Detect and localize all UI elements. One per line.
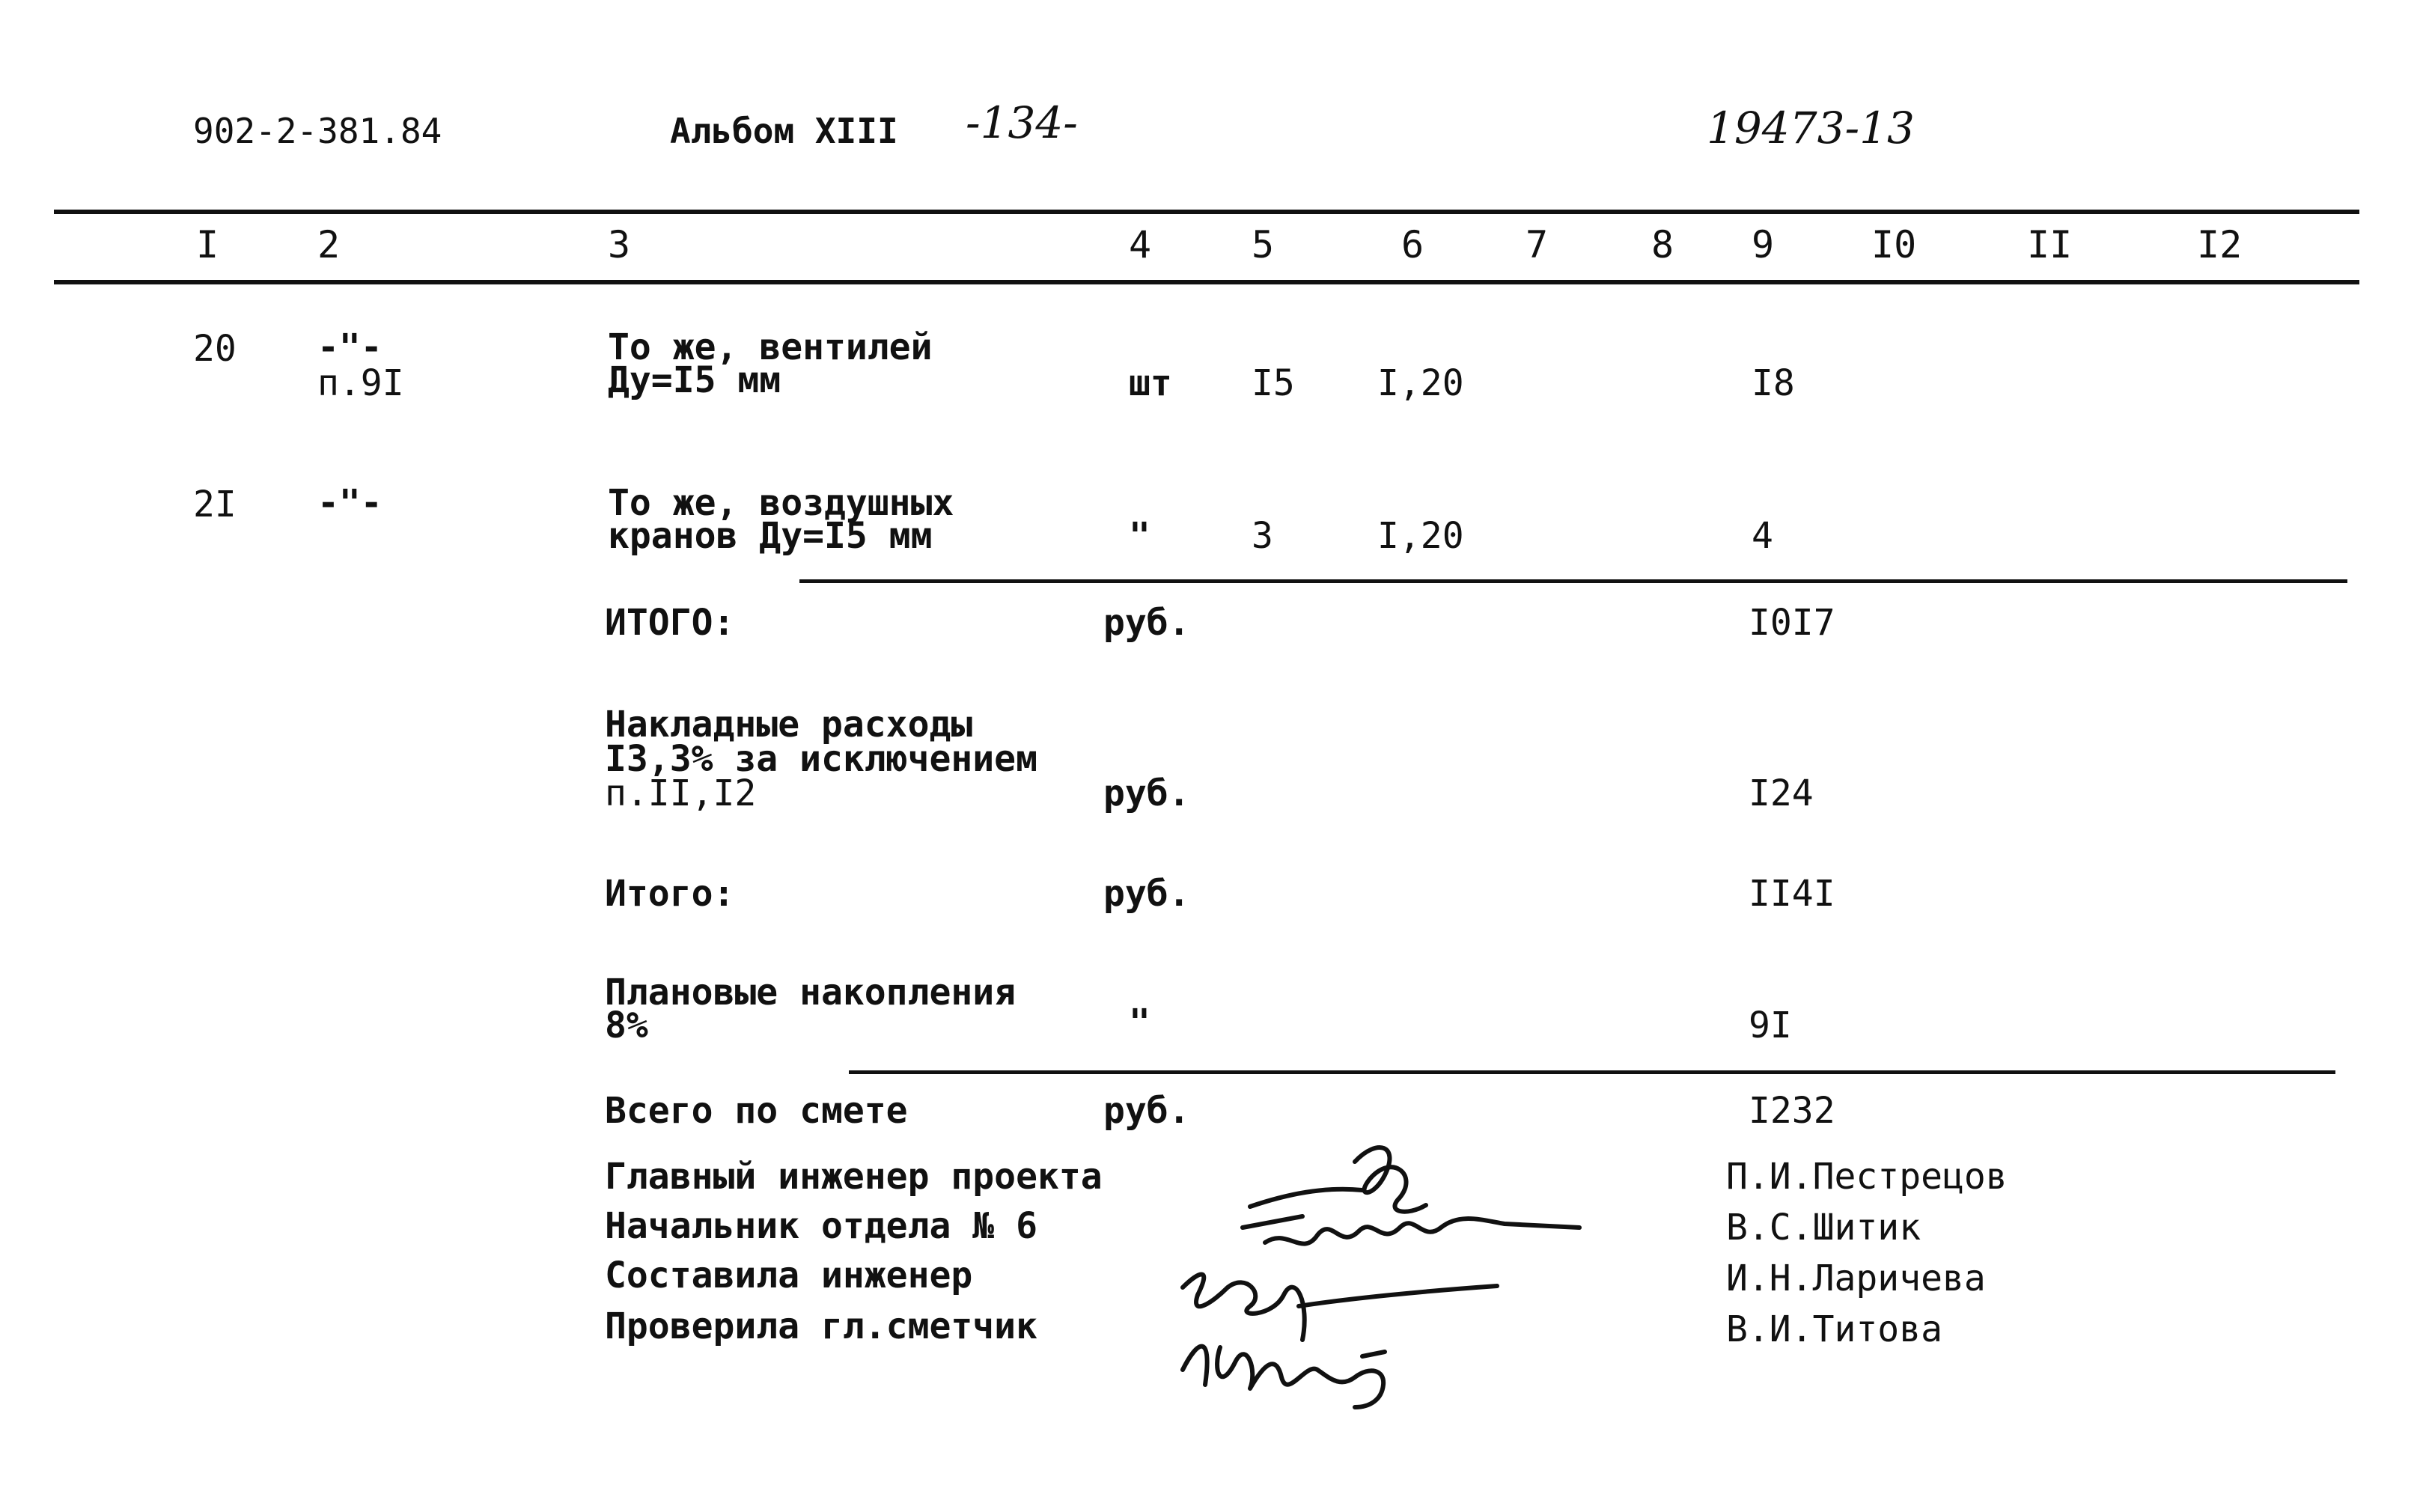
row-unit: шт: [1129, 362, 1172, 404]
signature-role: Составила инженер: [605, 1255, 973, 1296]
col-header-12: I2: [2197, 223, 2243, 266]
row-reference: -"-: [317, 326, 383, 368]
signature-role: Начальник отдела № 6: [605, 1205, 1037, 1247]
row-quantity: 3: [1252, 515, 1273, 557]
planned-savings-label-line1: Плановые накопления: [605, 972, 1017, 1013]
page-number: -134-: [966, 97, 1078, 148]
row-sum: I8: [1752, 362, 1795, 404]
document-number: 19473-13: [1707, 103, 1915, 153]
planned-savings-value: 9I: [1749, 1005, 1792, 1046]
total-label: ИТОГО:: [605, 602, 735, 644]
overhead-label-line2: I3,3% за исключением: [605, 738, 1037, 780]
signature-scribble: [1355, 1147, 1426, 1212]
row-coefficient: I,20: [1377, 515, 1464, 557]
row-description-line2: Ду=I5 мм: [608, 359, 781, 401]
grand-total-value: I232: [1749, 1090, 1835, 1132]
total-unit: руб.: [1103, 602, 1190, 644]
col-header-2: 2: [317, 223, 341, 266]
row-reference-clause: п.9I: [317, 362, 404, 404]
col-header-1: I: [196, 223, 219, 266]
overhead-value: I24: [1749, 772, 1814, 814]
col-header-7: 7: [1526, 223, 1549, 266]
col-header-3: 3: [608, 223, 631, 266]
signature-name: И.Н.Ларичева: [1726, 1258, 1986, 1299]
total-value: I0I7: [1749, 602, 1835, 644]
total-value: II4I: [1749, 873, 1835, 915]
col-header-6: 6: [1401, 223, 1424, 266]
row-coefficient: I,20: [1377, 362, 1464, 404]
col-header-11: II: [2027, 223, 2073, 266]
signature-role: Проверила гл.сметчик: [605, 1305, 1037, 1347]
row-sum: 4: [1752, 515, 1773, 557]
total-unit: руб.: [1103, 873, 1190, 915]
overhead-label-line3: п.II,I2: [605, 772, 757, 814]
col-header-4: 4: [1129, 223, 1152, 266]
overhead-unit: руб.: [1103, 772, 1190, 814]
album-label: Альбом XIII: [670, 111, 898, 151]
signature-scribble: [1243, 1189, 1579, 1244]
row-quantity: I5: [1252, 362, 1295, 404]
col-header-10: I0: [1871, 223, 1917, 266]
signature-name: П.И.Пестрецов: [1726, 1156, 2008, 1198]
row-description-line1: То же, вентилей: [608, 326, 933, 368]
total-label: Итого:: [605, 873, 735, 915]
row-description-line1: То же, воздушных: [608, 482, 954, 524]
signature-name: В.И.Титова: [1726, 1308, 1942, 1350]
signature-scribble: [1183, 1347, 1385, 1407]
signature-name: В.С.Шитик: [1726, 1207, 1921, 1249]
grand-total-label: Всего по смете: [605, 1090, 908, 1132]
row-unit: ": [1129, 515, 1150, 557]
col-header-8: 8: [1651, 223, 1674, 266]
row-reference: -"-: [317, 482, 383, 524]
row-number: 2I: [193, 484, 237, 525]
planned-savings-unit: ": [1129, 1002, 1150, 1043]
grand-total-unit: руб.: [1103, 1090, 1190, 1132]
row-description-line2: кранов Ду=I5 мм: [608, 515, 933, 557]
signature-scribble: [1183, 1275, 1497, 1341]
planned-savings-label-line2: 8%: [605, 1005, 648, 1046]
project-code: 902-2-381.84: [193, 111, 442, 151]
col-header-9: 9: [1752, 223, 1775, 266]
row-number: 20: [193, 328, 237, 370]
signature-role: Главный инженер проекта: [605, 1156, 1103, 1198]
col-header-5: 5: [1252, 223, 1275, 266]
overhead-label-line1: Накладные расходы: [605, 704, 973, 746]
